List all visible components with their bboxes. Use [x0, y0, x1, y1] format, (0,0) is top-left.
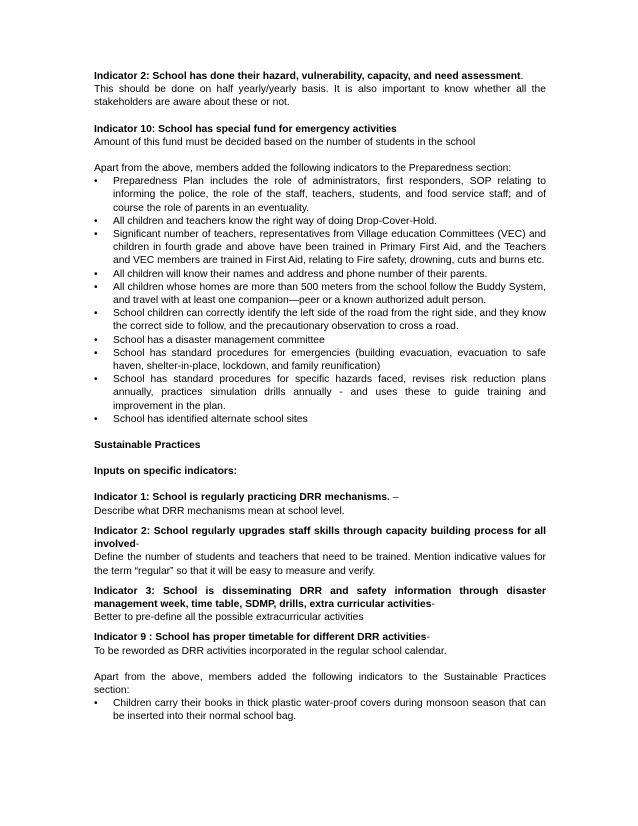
- list-item: • School has identified alternate school sites: [94, 413, 308, 425]
- document-page: [94, 70, 546, 724]
- sust-indicator-1-suffix: –: [389, 492, 399, 504]
- list-item: • School has standard procedures for specific hazards faced, revises risk reduction plans annually, practices simulation drills annually - and uses these to guide training and improvement in the plan.: [94, 374, 546, 412]
- sust-indicator-9-body: To be reworded as DRR activities incorporated in the regular school calendar.: [94, 645, 447, 657]
- list-item: • Children carry their books in thick plastic water-proof covers during monsoon season that can be inserted into their normal school bag.: [94, 698, 546, 723]
- sust-indicator-1-body: Describe what DRR mechanisms mean at school level.: [94, 505, 345, 517]
- bullet-icon: •: [94, 176, 98, 188]
- prep-indicator-10-body: Amount of this fund must be decided based on the number of students in the school: [94, 136, 476, 148]
- sust-indicator-9-suffix: -: [426, 632, 430, 644]
- sust-indicator-9-title: Indicator 9 : School has proper timetable for different DRR activities: [94, 632, 427, 644]
- inputs-heading: Inputs on specific indicators:: [94, 466, 238, 478]
- section-heading: Sustainable Practices: [94, 440, 201, 452]
- prep-bullet-list: [94, 175, 546, 426]
- prep-indicator-2-body: This should be done on half yearly/yearly basis. It is also important to know whether all the stakeholders are aware about these or not.: [94, 84, 546, 109]
- prep-indicator-2: [94, 70, 546, 83]
- sust-indicator-2-suffix: -: [135, 539, 140, 551]
- list-item: • School children can correctly identify the left side of the road from the right side, and they know the correct side to follow, and the precautionary observation to cross a road.: [94, 308, 546, 333]
- bullet-icon: •: [94, 347, 98, 359]
- bullet-icon: •: [94, 308, 98, 320]
- sust-indicator-1: [94, 491, 546, 504]
- sust-indicator-9: [94, 631, 546, 644]
- list-item: • All children and teachers know the right way of doing Drop-Cover-Hold.: [94, 215, 437, 227]
- list-item: • All children will know their names and address and phone number of their parents.: [94, 268, 488, 280]
- bullet-icon: •: [94, 215, 98, 227]
- sust-indicator-2: [94, 525, 546, 551]
- sust-indicator-2-body: Define the number of students and teachers that need to be trained. Mention indicative values for the term “regular” so that it will be easy to measure and verify.: [94, 552, 546, 577]
- list-item: • All children whose homes are more than 500 meters from the school follow the Buddy System, and travel with at least one companion—peer or a known authorized adult person.: [94, 281, 546, 307]
- bullet-icon: •: [94, 281, 98, 293]
- prep-intro: Apart from the above, members added the following indicators to the Preparedness section:: [94, 163, 512, 175]
- sust-intro: Apart from the above, members added the following indicators to the Sustainable Practices section:: [94, 671, 546, 696]
- sust-indicator-3-suffix: -: [431, 598, 435, 610]
- list-item: • Preparedness Plan includes the role of administrators, first responders, SOP relating to informing the police, the role of the staff, teachers, students, and food service staff; and of course the role of parents in an eventuality.: [94, 176, 546, 214]
- prep-indicator-10-title: Indicator 10: School has special fund for emergency activities: [94, 123, 397, 135]
- sust-indicator-3: [94, 585, 546, 611]
- list-item: • Significant number of teachers, representatives from Village education Committees (VEC) and children in fourth grade and above have been trained in Primary First Aid, and the Teachers and VEC members are trained in First Aid, relating to Fire safety, drowning, cuts and burns etc.: [94, 229, 546, 267]
- list-item: • School has standard procedures for emergencies (building evacuation, evacuation to safe haven, shelter-in-place, lockdown, and family reunification): [94, 347, 546, 373]
- sust-indicator-2-title: Indicator 2: School regularly upgrades staff skills through capacity building process for all involved: [94, 525, 546, 551]
- prep-indicator-2-title: Indicator 2: School has done their hazard, vulnerability, capacity, and need assessment: [94, 71, 521, 82]
- sust-indicator-3-body: Better to pre-define all the possible extracurricular activities: [94, 612, 364, 624]
- sust-indicator-1-title: Indicator 1: School is regularly practicing DRR mechanisms.: [94, 492, 390, 504]
- bullet-icon: •: [94, 268, 98, 280]
- bullet-icon: •: [94, 334, 98, 346]
- bullet-icon: •: [94, 229, 98, 241]
- list-item: • School has a disaster management committee: [94, 334, 325, 346]
- sust-bullet-list: [94, 697, 546, 723]
- bullet-icon: •: [94, 698, 98, 710]
- prep-indicator-2-punct: .: [520, 71, 524, 82]
- sust-indicator-3-title: Indicator 3: School is disseminating DRR and safety information through disaster management week, time table, SDMP, drills, extra curricular activities: [94, 585, 546, 610]
- bullet-icon: •: [94, 413, 98, 425]
- bullet-icon: •: [94, 374, 98, 386]
